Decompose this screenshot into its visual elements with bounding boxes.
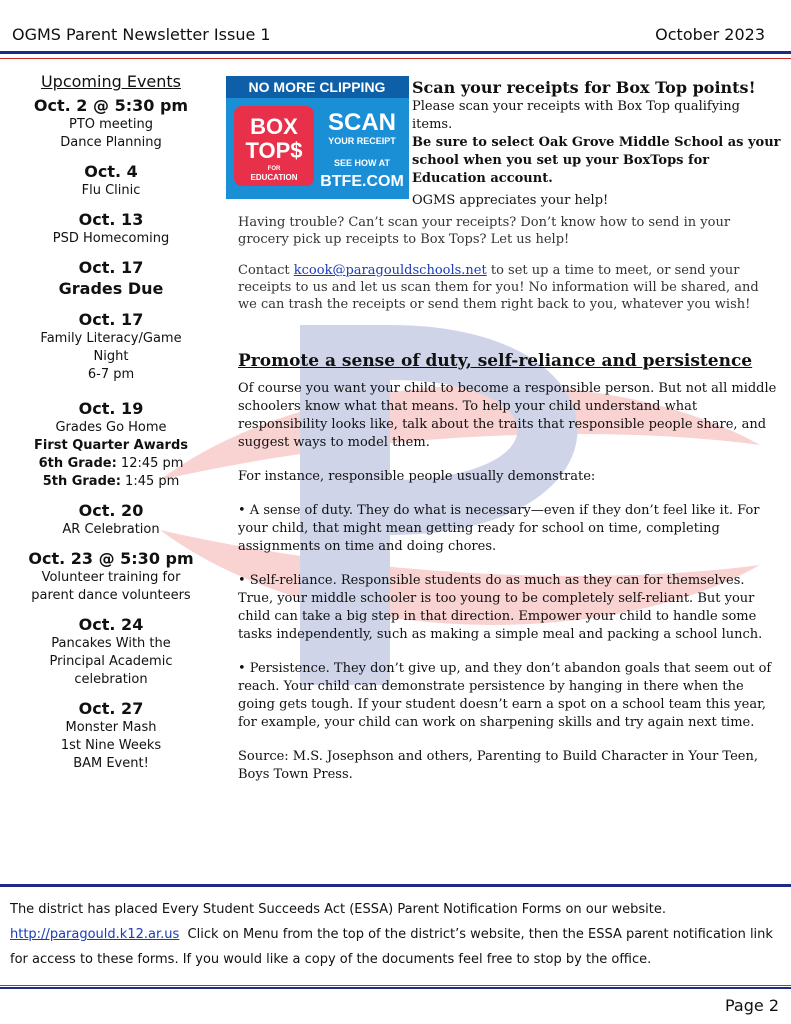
event-line: Flu Clinic: [81, 183, 141, 198]
boxtops-your-receipt-text: YOUR RECEIPT: [328, 136, 396, 146]
event-line: Monster Mash: [65, 720, 157, 735]
article-source: Source: M.S. Josephson and others, Parenting to Build Character in Your Teen, Boys Town Press.: [238, 749, 758, 782]
essa-notice: [10, 897, 785, 972]
article-intro: Of course you want your child to become a responsible person. But not all middle schoolers know what that means. To help your child understand what responsibility looks like, talk about the traits that responsible people share, and suggest ways to model them.: [238, 381, 777, 450]
newsletter-title: OGMS Parent Newsletter Issue 1: [12, 25, 271, 44]
boxtops-site-text: BTFE.COM: [320, 173, 404, 190]
boxtops-tops-text: TOP$: [245, 138, 303, 163]
contact-email-link[interactable]: kcook@paragouldschools.net: [293, 263, 487, 278]
event-date: Oct. 23 @ 5:30 pm: [28, 549, 194, 568]
article-bullet-self-reliance: • Self-reliance. Responsible students do as much as they can for themselves. True, your middle schooler is too young to be completely self-reliant. But your child can take a big step in that direction. Empower your child to handle some tasks independently, such as making a simple meal and packing a school lunch.: [238, 573, 763, 642]
footer-divider-blue: [0, 987, 791, 989]
event-line: parent dance volunteers: [31, 588, 191, 603]
essa-line-2-text: Click on Menu from the top of the district’s website, then the ESSA parent notification link: [179, 927, 773, 942]
article-heading: Promote a sense of duty, self-reliance and persistence: [238, 351, 753, 371]
grade-time: 12:45 pm: [120, 456, 184, 471]
event-date: Oct. 27: [78, 699, 144, 718]
event-item: [16, 698, 206, 773]
article-bullet-persistence: • Persistence. They don’t give up, and they don’t abandon goals that seem out of reach. Your child can demonstrate persistence by hanging in there when the going gets tough. If your student doesn’t earn a spot on a school team this year, for example, your child can work on sharpening skills and try again next time.: [238, 661, 772, 730]
grade-label: 6th Grade:: [38, 456, 117, 471]
footer-divider-red: [0, 985, 791, 986]
header-divider-red: [0, 58, 791, 59]
event-line: PSD Homecoming: [52, 231, 170, 246]
boxtops-logo: [226, 76, 409, 199]
event-item: [16, 500, 206, 539]
event-line: Pancakes With the: [51, 636, 171, 651]
newsletter-date: October 2023: [655, 25, 765, 44]
event-line: Family Literacy/Game: [40, 331, 182, 346]
event-date: Oct. 17: [78, 258, 144, 277]
essa-line-3: for access to these forms. If you would like a copy of the documents feel free to stop by the office.: [10, 952, 652, 967]
page-header: [0, 0, 791, 56]
event-date: Oct. 24: [78, 615, 144, 634]
event-date: Oct. 19: [78, 399, 144, 418]
boxtops-school-note: Be sure to select Oak Grove Middle School as your school when you set up your BoxTops for Education account.: [412, 135, 781, 186]
event-item: [16, 309, 206, 384]
event-item: [16, 257, 206, 300]
upcoming-events-heading: Upcoming Events: [40, 72, 182, 91]
district-website-link[interactable]: http://paragould.k12.ar.us: [10, 927, 180, 942]
header-divider-blue: [0, 51, 791, 54]
event-line: Night: [93, 349, 129, 364]
event-line: Dance Planning: [60, 135, 162, 150]
event-item: [16, 95, 206, 152]
event-line: Volunteer training for: [41, 570, 181, 585]
boxtops-heading: Scan your receipts for Box Top points!: [412, 78, 756, 97]
event-date: Oct. 13: [78, 210, 144, 229]
contact-suffix: to set up a time to meet, or send your receipts to us and let us scan them for you! No information will be shared, and we can trash the receipts or send them right back to you, whatever you wish!: [238, 263, 759, 312]
boxtops-banner-text: NO MORE CLIPPING: [248, 79, 386, 95]
event-item: [16, 209, 206, 248]
event-line: Grades Due: [58, 279, 164, 298]
help-contact-text: [238, 262, 780, 313]
essa-line-2: [10, 922, 785, 947]
page-number: Page 2: [725, 996, 779, 1015]
help-trouble-text: Having trouble? Can’t scan your receipts? Don’t know how to send in your grocery pick up receipts to Box Tops? Let us help!: [238, 215, 731, 247]
boxtops-box-text: BOX: [250, 114, 298, 139]
responsibility-article: [238, 352, 780, 800]
boxtops-thanks: OGMS appreciates your help!: [412, 193, 609, 208]
footer-divider-top: [0, 884, 791, 887]
event-line: PTO meeting: [68, 117, 153, 132]
boxtops-instructions: Please scan your receipts with Box Top qualifying items.: [412, 99, 740, 132]
boxtops-see-how-text: SEE HOW AT: [334, 158, 390, 168]
event-line: celebration: [74, 672, 148, 687]
event-date: Oct. 2 @ 5:30 pm: [33, 96, 189, 115]
boxtops-section: [412, 78, 784, 210]
event-item: [16, 548, 206, 605]
event-line: 6-7 pm: [87, 367, 135, 382]
boxtops-education-text: EDUCATION: [250, 173, 298, 182]
event-item: [16, 161, 206, 200]
contact-prefix: Contact: [238, 263, 294, 278]
event-line: Grades Go Home: [55, 420, 167, 435]
event-line: BAM Event!: [73, 756, 149, 771]
event-item: [16, 614, 206, 689]
upcoming-events-sidebar: [16, 72, 206, 782]
essa-line-1: The district has placed Every Student Succeeds Act (ESSA) Parent Notification Forms on our website.: [10, 902, 666, 917]
article-for-instance: For instance, responsible people usually demonstrate:: [238, 469, 596, 484]
event-date: Oct. 20: [78, 501, 144, 520]
event-date: Oct. 4: [84, 162, 138, 181]
event-line: AR Celebration: [62, 522, 160, 537]
grade-time: 1:45 pm: [125, 474, 180, 489]
event-item: [16, 398, 206, 491]
article-bullet-duty: • A sense of duty. They do what is necessary—even if they don’t feel like it. For your child, that might mean getting ready for school on time, completing assignments on time and doing chores.: [238, 503, 760, 554]
boxtops-for-text: FOR: [267, 166, 281, 172]
event-date: Oct. 17: [78, 310, 144, 329]
boxtops-scan-text: SCAN: [327, 109, 397, 136]
event-line: 1st Nine Weeks: [60, 738, 162, 753]
receipt-help-section: [238, 214, 780, 327]
event-time-line: [16, 455, 206, 473]
event-time-line: [16, 473, 206, 491]
event-line: First Quarter Awards: [34, 438, 188, 453]
grade-label: 5th Grade:: [42, 474, 121, 489]
event-line: Principal Academic: [49, 654, 173, 669]
